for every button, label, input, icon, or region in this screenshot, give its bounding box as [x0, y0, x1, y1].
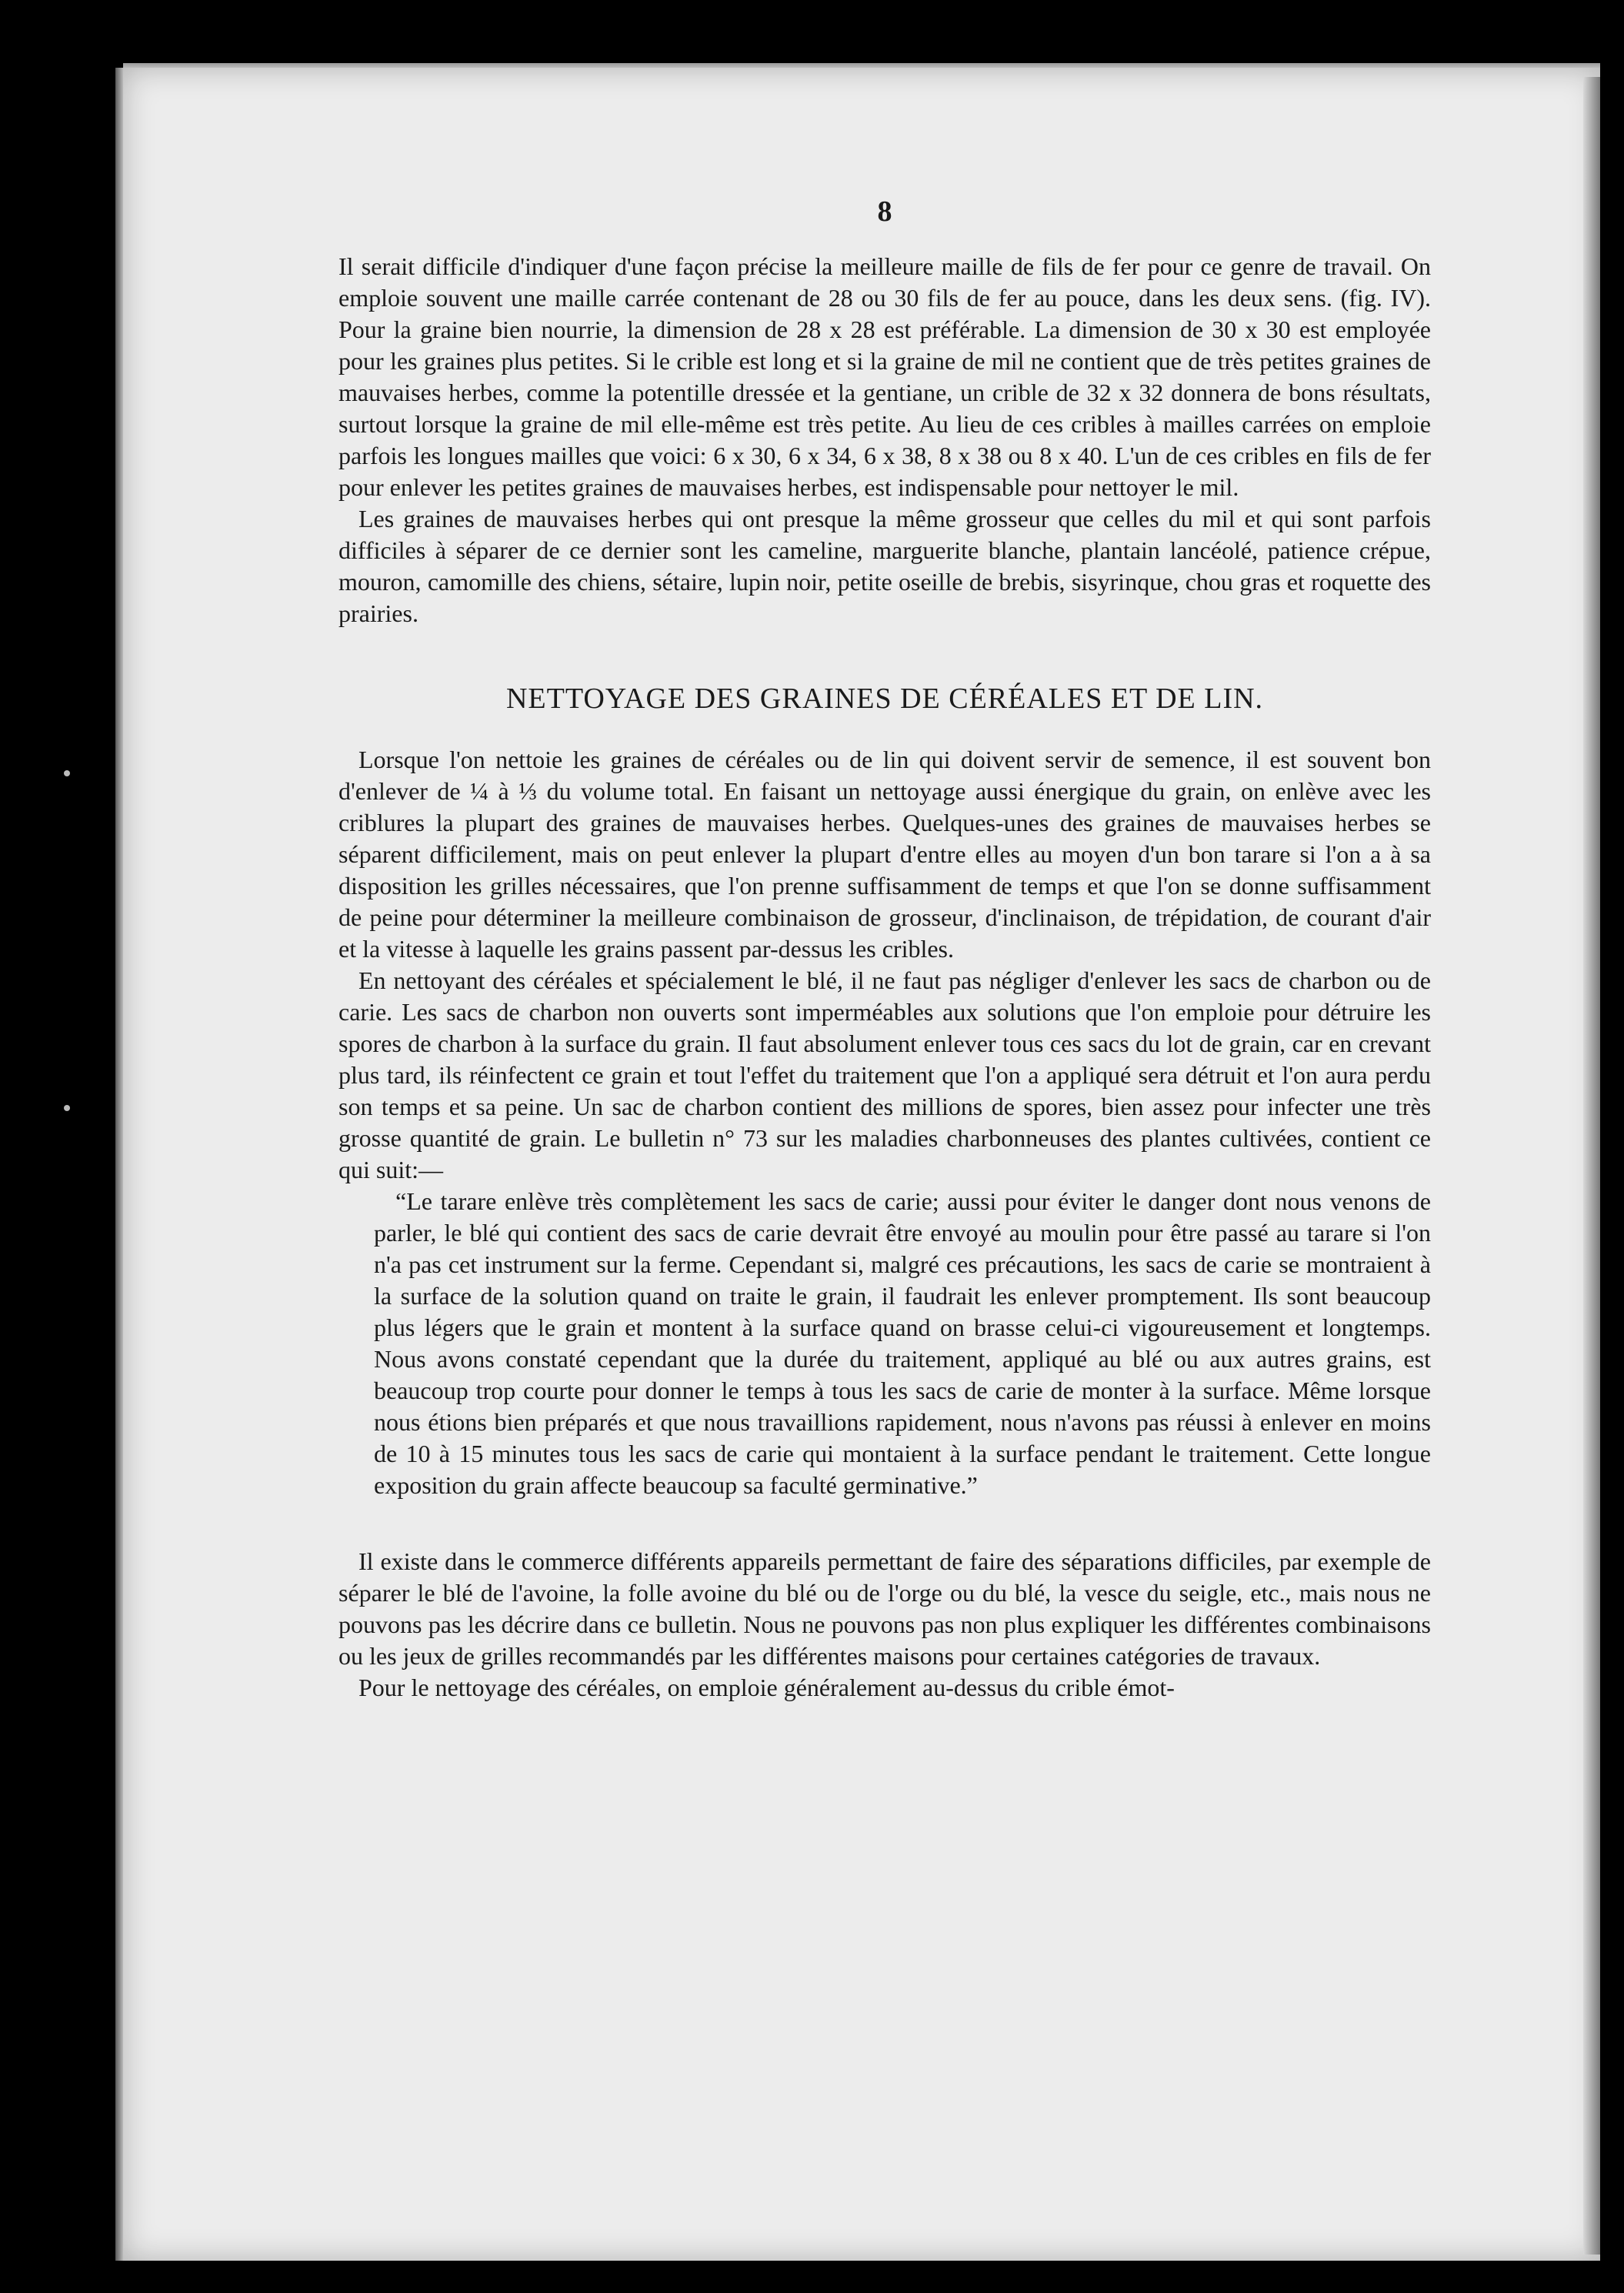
page-right-edge: [1583, 77, 1600, 2255]
paragraph: En nettoyant des céréales et spécialement le blé, il ne faut pas négliger d'enlever les sacs de charbon ou de carie. Les sacs de charbon non ouverts sont imperméables aux solutions que l'on emploie pour détruire les spores de charbon à la surface du grain. Il faut absolument enlever tous ces sacs du lot de grain, car en crevant plus tard, ils réinfectent ce grain et tout l'effet du traitement que l'on a appliqué sera détruit et l'on aura perdu son temps et sa peine. Un sac de charbon contient des millions de spores, bien assez pour infecter une très grosse quantité de grain. Le bulletin n° 73 sur les maladies charbonneuses des plantes cultivées, contient ce qui suit:—: [338, 966, 1431, 1183]
section-heading: NETTOYAGE DES GRAINES DE CÉRÉALES ET DE LIN.: [505, 683, 1264, 715]
quotation: “Le tarare enlève très complètement les sacs de carie; aussi pour éviter le danger dont nous venons de parler, le blé qui contient des sacs de carie devrait être envoyé au moulin pour être passé au tarare si l'on n'a pas cet instrument sur la ferme. Cependant si, malgré ces précautions, les sacs de carie se montraient à la surface de la solution quand on traite le grain, il faudrait les enlever promptement. Ils sont beaucoup plus légers que le grain et montent à la surface quand on brasse celui-ci vigoureusement et longtemps. Nous avons constaté cependant que la durée du traitement, appliqué au blé ou aux autres grains, est beaucoup trop courte pour donner le temps à tous les sacs de carie de monter à la surface. Même lorsque nous étions bien préparés et que nous travaillions rapidement, nous n'avons pas réussi à enlever en moins de 10 à 15 minutes tous les sacs de carie qui montaient à la surface pendant le traitement. Cette longue exposition du grain affecte beaucoup sa faculté germinative.”: [374, 1187, 1431, 1499]
paragraph: Lorsque l'on nettoie les graines de céréales ou de lin qui doivent servir de semence, il est souvent bon d'enlever de ¼ à ⅓ du volume total. En faisant un nettoyage aussi énergique du grain, on enlève avec les criblures la plupart des graines de mauvaises herbes. Quelques-unes des graines de mauvaises herbes se séparent difficilement, mais on peut enlever la plupart d'entre elles au moyen d'un bon tarare si l'on a à sa disposition les grilles nécessaires, que l'on prenne suffisamment de temps et que l'on se donne suffisamment de peine pour déterminer la meilleure combinaison de grosseur, d'inclinaison, de trépidation, de courant d'air et la vitesse à laquelle les grains passent par-dessus les cribles.: [338, 746, 1431, 963]
paragraph: Pour le nettoyage des céréales, on emploie généralement au-dessus du crible émot-: [358, 1674, 1175, 1701]
paragraph: Il existe dans le commerce différents appareils permettant de faire des séparations difficiles, par exemple de séparer le blé de l'avoine, la folle avoine du blé ou de l'orge ou du blé, la vesce du seigle, etc., mais nous ne pouvons pas les décrire dans ce bulletin. Nous ne pouvons pas non plus expliquer les différentes combinaisons ou les jeux de grilles recommandés par les différentes maisons pour certaines catégories de travaux.: [338, 1547, 1431, 1670]
document-body: [338, 196, 1431, 1704]
paragraph: Les graines de mauvaises herbes qui ont presque la même grosseur que celles du mil et qui sont parfois difficiles à séparer de ce dernier sont les cameline, marguerite blanche, plantain lancéolé, patience crépue, mouron, camomille des chiens, sétaire, lupin noir, petite oseille de brebis, sisyrinque, chou gras et roquette des prairies.: [338, 505, 1431, 627]
paragraph: Il serait difficile d'indiquer d'une façon précise la meilleure maille de fils de fer pour ce genre de travail. On emploie souvent une maille carrée contenant de 28 ou 30 fils de fer au pouce, dans les deux sens. (fig. IV). Pour la graine bien nourrie, la dimension de 28 x 28 est préférable. La dimension de 30 x 30 est employée pour les graines plus petites. Si le crible est long et si la graine de mil ne contient que de très petites graines de mauvaises herbes, comme la potentille dressée et la gentiane, un crible de 32 x 32 donnera de bons résultats, surtout lorsque la graine de mil elle-même est très petite. Au lieu de ces cribles à mailles carrées on emploie parfois les longues mailles que voici: 6 x 30, 6 x 34, 6 x 38, 8 x 38 ou 8 x 40. L'un de ces cribles en fils de fer pour enlever les petites graines de mauvaises herbes, est indispensable pour nettoyer le mil.: [338, 252, 1431, 501]
binding-mark: [64, 1105, 70, 1111]
page-number: 8: [877, 195, 892, 228]
binding-mark: [64, 770, 70, 776]
